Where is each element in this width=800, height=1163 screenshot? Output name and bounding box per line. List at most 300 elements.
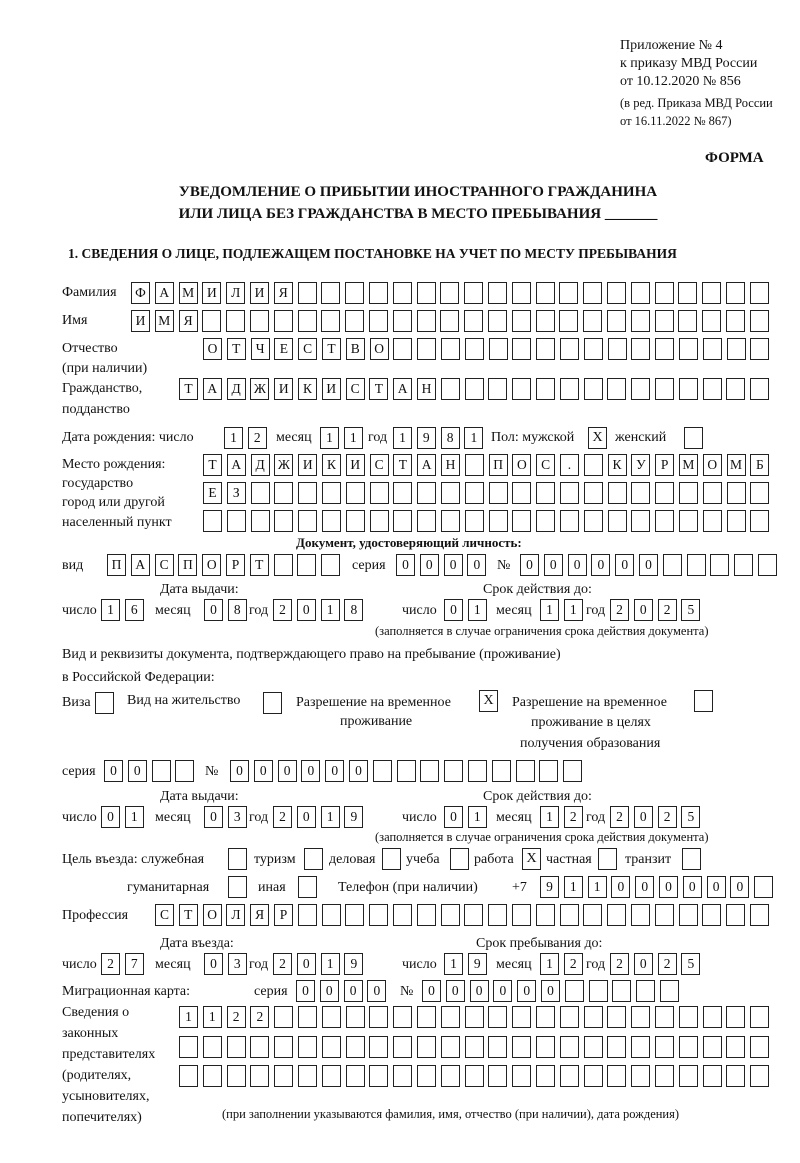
char-box[interactable]: 9 xyxy=(344,953,363,975)
char-box[interactable] xyxy=(227,1065,246,1087)
char-box[interactable] xyxy=(726,310,745,332)
char-box[interactable] xyxy=(703,1006,722,1028)
char-box[interactable]: 9 xyxy=(540,876,559,898)
purpose-service-checkbox[interactable] xyxy=(228,848,247,870)
char-box[interactable]: К xyxy=(608,454,627,476)
char-box[interactable] xyxy=(441,1036,460,1058)
char-box[interactable] xyxy=(393,510,412,532)
char-box[interactable] xyxy=(465,1006,484,1028)
char-box[interactable]: К xyxy=(298,378,317,400)
id-issue-month[interactable] xyxy=(204,599,252,621)
char-box[interactable] xyxy=(536,1006,555,1028)
char-box[interactable]: 1 xyxy=(179,1006,198,1028)
stay-valid-day[interactable] xyxy=(444,806,492,828)
char-box[interactable]: Т xyxy=(393,454,412,476)
char-box[interactable] xyxy=(488,310,507,332)
char-box[interactable] xyxy=(565,980,584,1002)
purpose-other-checkbox[interactable] xyxy=(298,876,317,898)
char-box[interactable] xyxy=(251,510,270,532)
char-box[interactable]: Д xyxy=(227,378,246,400)
char-box[interactable] xyxy=(346,1006,365,1028)
birth-place-field-3[interactable] xyxy=(203,510,774,532)
char-box[interactable]: 1 xyxy=(564,599,583,621)
purpose-work-checkbox[interactable]: X xyxy=(522,848,541,870)
birth-day-field[interactable] xyxy=(224,427,272,449)
char-box[interactable]: Я xyxy=(250,904,269,926)
char-box[interactable] xyxy=(734,554,753,576)
char-box[interactable]: 0 xyxy=(301,760,320,782)
char-box[interactable] xyxy=(536,1036,555,1058)
char-box[interactable] xyxy=(321,282,340,304)
char-box[interactable]: Т xyxy=(179,378,198,400)
rep-field-3[interactable] xyxy=(179,1065,774,1087)
char-box[interactable] xyxy=(512,310,531,332)
char-box[interactable] xyxy=(560,1036,579,1058)
char-box[interactable]: 0 xyxy=(467,554,486,576)
char-box[interactable]: Р xyxy=(274,904,293,926)
char-box[interactable] xyxy=(512,282,531,304)
char-box[interactable]: И xyxy=(322,378,341,400)
char-box[interactable] xyxy=(750,1006,769,1028)
char-box[interactable] xyxy=(488,378,507,400)
char-box[interactable]: 2 xyxy=(273,953,292,975)
char-box[interactable] xyxy=(492,760,511,782)
char-box[interactable]: 0 xyxy=(444,806,463,828)
char-box[interactable]: 0 xyxy=(615,554,634,576)
char-box[interactable] xyxy=(465,510,484,532)
char-box[interactable]: А xyxy=(131,554,150,576)
char-box[interactable]: Ж xyxy=(250,378,269,400)
char-box[interactable] xyxy=(631,1036,650,1058)
char-box[interactable] xyxy=(464,282,483,304)
char-box[interactable] xyxy=(607,904,626,926)
char-box[interactable] xyxy=(298,310,317,332)
char-box[interactable] xyxy=(750,904,769,926)
char-box[interactable] xyxy=(727,338,746,360)
visa-checkbox[interactable] xyxy=(95,692,114,714)
char-box[interactable] xyxy=(417,1036,436,1058)
char-box[interactable]: 5 xyxy=(681,806,700,828)
char-box[interactable] xyxy=(346,510,365,532)
rep-field-2[interactable] xyxy=(179,1036,774,1058)
char-box[interactable] xyxy=(584,1006,603,1028)
char-box[interactable] xyxy=(660,980,679,1002)
char-box[interactable] xyxy=(750,482,769,504)
char-box[interactable]: У xyxy=(631,454,650,476)
char-box[interactable]: 0 xyxy=(296,980,315,1002)
char-box[interactable] xyxy=(369,1065,388,1087)
char-box[interactable]: 0 xyxy=(349,760,368,782)
char-box[interactable]: К xyxy=(322,454,341,476)
char-box[interactable] xyxy=(559,282,578,304)
char-box[interactable]: 0 xyxy=(639,554,658,576)
char-box[interactable] xyxy=(631,510,650,532)
char-box[interactable] xyxy=(655,1006,674,1028)
char-box[interactable] xyxy=(488,1006,507,1028)
char-box[interactable] xyxy=(250,1065,269,1087)
char-box[interactable] xyxy=(560,510,579,532)
char-box[interactable]: 0 xyxy=(517,980,536,1002)
char-box[interactable] xyxy=(298,482,317,504)
char-box[interactable] xyxy=(655,282,674,304)
char-box[interactable] xyxy=(369,904,388,926)
char-box[interactable] xyxy=(679,510,698,532)
char-box[interactable] xyxy=(298,1036,317,1058)
char-box[interactable]: 0 xyxy=(297,599,316,621)
char-box[interactable]: 2 xyxy=(250,1006,269,1028)
char-box[interactable] xyxy=(631,338,650,360)
citizenship-field[interactable] xyxy=(179,378,774,400)
char-box[interactable] xyxy=(536,378,555,400)
char-box[interactable]: 0 xyxy=(634,953,653,975)
char-box[interactable] xyxy=(750,1036,769,1058)
char-box[interactable]: 1 xyxy=(588,876,607,898)
char-box[interactable]: 0 xyxy=(297,953,316,975)
char-box[interactable]: 0 xyxy=(325,760,344,782)
char-box[interactable]: 0 xyxy=(278,760,297,782)
char-box[interactable]: 0 xyxy=(493,980,512,1002)
char-box[interactable]: 0 xyxy=(444,554,463,576)
char-box[interactable] xyxy=(583,310,602,332)
birth-place-field-2[interactable] xyxy=(203,482,774,504)
char-box[interactable] xyxy=(758,554,777,576)
char-box[interactable]: 0 xyxy=(254,760,273,782)
char-box[interactable]: 8 xyxy=(441,427,460,449)
char-box[interactable]: 0 xyxy=(568,554,587,576)
char-box[interactable] xyxy=(203,1036,222,1058)
char-box[interactable]: 0 xyxy=(128,760,147,782)
char-box[interactable] xyxy=(655,1036,674,1058)
char-box[interactable]: Е xyxy=(274,338,293,360)
char-box[interactable] xyxy=(179,1065,198,1087)
char-box[interactable]: 3 xyxy=(228,806,247,828)
char-box[interactable] xyxy=(417,904,436,926)
char-box[interactable] xyxy=(563,760,582,782)
char-box[interactable] xyxy=(373,760,392,782)
char-box[interactable] xyxy=(607,310,626,332)
char-box[interactable] xyxy=(584,510,603,532)
purpose-humanitarian-checkbox[interactable] xyxy=(228,876,247,898)
char-box[interactable]: 9 xyxy=(344,806,363,828)
char-box[interactable]: 2 xyxy=(101,953,120,975)
purpose-study-checkbox[interactable] xyxy=(450,848,469,870)
char-box[interactable]: 0 xyxy=(101,806,120,828)
char-box[interactable] xyxy=(655,904,674,926)
char-box[interactable] xyxy=(274,510,293,532)
birth-place-field-1[interactable] xyxy=(203,454,774,476)
mc-series-field[interactable] xyxy=(296,980,391,1002)
char-box[interactable] xyxy=(346,482,365,504)
char-box[interactable]: С xyxy=(155,904,174,926)
char-box[interactable] xyxy=(560,1065,579,1087)
char-box[interactable] xyxy=(370,510,389,532)
char-box[interactable] xyxy=(489,338,508,360)
char-box[interactable]: С xyxy=(536,454,555,476)
char-box[interactable] xyxy=(464,310,483,332)
char-box[interactable]: 1 xyxy=(468,806,487,828)
char-box[interactable] xyxy=(583,904,602,926)
purpose-transit-checkbox[interactable] xyxy=(682,848,701,870)
char-box[interactable]: Д xyxy=(251,454,270,476)
char-box[interactable]: 0 xyxy=(422,980,441,1002)
stay-valid-year[interactable] xyxy=(610,806,705,828)
char-box[interactable]: 0 xyxy=(544,554,563,576)
char-box[interactable] xyxy=(152,760,171,782)
char-box[interactable] xyxy=(710,554,729,576)
char-box[interactable] xyxy=(274,1036,293,1058)
char-box[interactable] xyxy=(251,482,270,504)
char-box[interactable] xyxy=(440,310,459,332)
char-box[interactable]: 8 xyxy=(228,599,247,621)
char-box[interactable] xyxy=(583,282,602,304)
char-box[interactable]: Т xyxy=(322,338,341,360)
char-box[interactable] xyxy=(369,1006,388,1028)
char-box[interactable]: 0 xyxy=(320,980,339,1002)
char-box[interactable] xyxy=(441,378,460,400)
sex-female-checkbox[interactable] xyxy=(684,427,703,449)
char-box[interactable] xyxy=(702,282,721,304)
char-box[interactable] xyxy=(393,482,412,504)
char-box[interactable]: 0 xyxy=(635,876,654,898)
char-box[interactable] xyxy=(175,760,194,782)
char-box[interactable] xyxy=(512,1006,531,1028)
char-box[interactable] xyxy=(488,282,507,304)
purpose-business-checkbox[interactable] xyxy=(382,848,401,870)
char-box[interactable] xyxy=(726,1036,745,1058)
char-box[interactable] xyxy=(703,482,722,504)
char-box[interactable] xyxy=(345,282,364,304)
char-box[interactable]: 1 xyxy=(540,953,559,975)
char-box[interactable]: 7 xyxy=(125,953,144,975)
char-box[interactable] xyxy=(468,760,487,782)
char-box[interactable] xyxy=(612,980,631,1002)
char-box[interactable] xyxy=(420,760,439,782)
char-box[interactable]: И xyxy=(274,378,293,400)
char-box[interactable]: Н xyxy=(417,378,436,400)
char-box[interactable] xyxy=(227,1036,246,1058)
char-box[interactable]: С xyxy=(155,554,174,576)
char-box[interactable] xyxy=(678,282,697,304)
char-box[interactable] xyxy=(679,1006,698,1028)
char-box[interactable] xyxy=(417,338,436,360)
char-box[interactable]: 1 xyxy=(320,427,339,449)
char-box[interactable]: В xyxy=(346,338,365,360)
char-box[interactable]: 1 xyxy=(540,599,559,621)
char-box[interactable] xyxy=(298,1065,317,1087)
char-box[interactable] xyxy=(393,1006,412,1028)
char-box[interactable] xyxy=(346,1036,365,1058)
char-box[interactable] xyxy=(679,1065,698,1087)
char-box[interactable]: О xyxy=(203,904,222,926)
char-box[interactable]: И xyxy=(131,310,150,332)
char-box[interactable] xyxy=(655,338,674,360)
char-box[interactable]: Н xyxy=(441,454,460,476)
char-box[interactable] xyxy=(536,310,555,332)
char-box[interactable]: . xyxy=(560,454,579,476)
char-box[interactable]: Т xyxy=(179,904,198,926)
char-box[interactable]: И xyxy=(298,454,317,476)
char-box[interactable]: 9 xyxy=(417,427,436,449)
char-box[interactable] xyxy=(393,282,412,304)
surname-field[interactable] xyxy=(131,282,774,304)
stay-series-field[interactable] xyxy=(104,760,199,782)
birth-month-field[interactable] xyxy=(320,427,368,449)
char-box[interactable] xyxy=(274,1006,293,1028)
char-box[interactable] xyxy=(489,482,508,504)
char-box[interactable] xyxy=(440,282,459,304)
char-box[interactable] xyxy=(663,554,682,576)
char-box[interactable] xyxy=(655,1065,674,1087)
profession-field[interactable] xyxy=(155,904,774,926)
char-box[interactable]: Т xyxy=(250,554,269,576)
char-box[interactable] xyxy=(393,1065,412,1087)
char-box[interactable]: О xyxy=(703,454,722,476)
char-box[interactable]: 0 xyxy=(444,599,463,621)
char-box[interactable] xyxy=(536,904,555,926)
char-box[interactable] xyxy=(655,378,674,400)
char-box[interactable]: 1 xyxy=(468,599,487,621)
char-box[interactable]: С xyxy=(370,454,389,476)
until-day[interactable] xyxy=(444,953,492,975)
char-box[interactable] xyxy=(441,510,460,532)
char-box[interactable]: 6 xyxy=(125,599,144,621)
char-box[interactable] xyxy=(465,378,484,400)
char-box[interactable]: О xyxy=(202,554,221,576)
char-box[interactable] xyxy=(584,1036,603,1058)
id-issue-year[interactable] xyxy=(273,599,368,621)
char-box[interactable] xyxy=(726,378,745,400)
char-box[interactable] xyxy=(369,310,388,332)
char-box[interactable] xyxy=(584,454,603,476)
char-box[interactable] xyxy=(322,1006,341,1028)
char-box[interactable] xyxy=(441,482,460,504)
char-box[interactable] xyxy=(536,482,555,504)
char-box[interactable]: 0 xyxy=(634,806,653,828)
char-box[interactable] xyxy=(298,1006,317,1028)
id-series-field[interactable] xyxy=(396,554,491,576)
char-box[interactable]: Ж xyxy=(274,454,293,476)
char-box[interactable] xyxy=(703,338,722,360)
char-box[interactable]: 5 xyxy=(681,953,700,975)
char-box[interactable] xyxy=(631,310,650,332)
char-box[interactable]: 0 xyxy=(297,806,316,828)
char-box[interactable]: З xyxy=(227,482,246,504)
char-box[interactable] xyxy=(559,310,578,332)
char-box[interactable] xyxy=(298,904,317,926)
char-box[interactable] xyxy=(393,310,412,332)
char-box[interactable]: 2 xyxy=(658,806,677,828)
char-box[interactable]: А xyxy=(203,378,222,400)
char-box[interactable] xyxy=(369,282,388,304)
char-box[interactable] xyxy=(631,378,650,400)
until-month[interactable] xyxy=(540,953,588,975)
char-box[interactable] xyxy=(560,338,579,360)
char-box[interactable]: 1 xyxy=(564,876,583,898)
char-box[interactable] xyxy=(250,1036,269,1058)
char-box[interactable]: 2 xyxy=(564,953,583,975)
char-box[interactable] xyxy=(512,904,531,926)
char-box[interactable] xyxy=(607,1065,626,1087)
stay-issue-year[interactable] xyxy=(273,806,368,828)
char-box[interactable] xyxy=(298,282,317,304)
id-valid-month[interactable] xyxy=(540,599,588,621)
char-box[interactable] xyxy=(589,980,608,1002)
char-box[interactable]: И xyxy=(346,454,365,476)
char-box[interactable] xyxy=(512,378,531,400)
char-box[interactable] xyxy=(679,378,698,400)
char-box[interactable] xyxy=(655,310,674,332)
char-box[interactable] xyxy=(636,980,655,1002)
char-box[interactable] xyxy=(750,378,769,400)
char-box[interactable]: 1 xyxy=(203,1006,222,1028)
char-box[interactable] xyxy=(726,282,745,304)
char-box[interactable] xyxy=(703,1065,722,1087)
trpe-checkbox[interactable] xyxy=(694,690,713,712)
char-box[interactable] xyxy=(488,1036,507,1058)
char-box[interactable]: М xyxy=(179,282,198,304)
char-box[interactable]: Т xyxy=(203,454,222,476)
char-box[interactable]: Я xyxy=(179,310,198,332)
char-box[interactable] xyxy=(702,310,721,332)
char-box[interactable] xyxy=(321,310,340,332)
char-box[interactable]: 2 xyxy=(610,806,629,828)
char-box[interactable] xyxy=(441,1065,460,1087)
char-box[interactable]: С xyxy=(298,338,317,360)
char-box[interactable] xyxy=(393,338,412,360)
char-box[interactable] xyxy=(678,310,697,332)
char-box[interactable] xyxy=(750,510,769,532)
char-box[interactable] xyxy=(345,904,364,926)
char-box[interactable] xyxy=(607,378,626,400)
char-box[interactable] xyxy=(703,1036,722,1058)
char-box[interactable]: М xyxy=(155,310,174,332)
char-box[interactable] xyxy=(607,1006,626,1028)
char-box[interactable] xyxy=(465,454,484,476)
char-box[interactable] xyxy=(512,510,531,532)
char-box[interactable]: Л xyxy=(226,282,245,304)
char-box[interactable] xyxy=(584,482,603,504)
char-box[interactable]: 2 xyxy=(658,953,677,975)
char-box[interactable]: 8 xyxy=(344,599,363,621)
char-box[interactable] xyxy=(727,482,746,504)
char-box[interactable] xyxy=(516,760,535,782)
char-box[interactable]: 2 xyxy=(248,427,267,449)
char-box[interactable] xyxy=(631,482,650,504)
char-box[interactable]: 2 xyxy=(273,599,292,621)
purpose-private-checkbox[interactable] xyxy=(598,848,617,870)
char-box[interactable]: 0 xyxy=(683,876,702,898)
char-box[interactable] xyxy=(726,904,745,926)
char-box[interactable]: А xyxy=(155,282,174,304)
char-box[interactable] xyxy=(608,482,627,504)
name-field[interactable] xyxy=(131,310,774,332)
rep-field-1[interactable] xyxy=(179,1006,774,1028)
char-box[interactable] xyxy=(369,1036,388,1058)
char-box[interactable] xyxy=(322,482,341,504)
char-box[interactable]: 0 xyxy=(520,554,539,576)
char-box[interactable]: А xyxy=(417,454,436,476)
char-box[interactable] xyxy=(512,338,531,360)
char-box[interactable]: 2 xyxy=(658,599,677,621)
char-box[interactable]: 0 xyxy=(446,980,465,1002)
char-box[interactable] xyxy=(539,760,558,782)
id-kind-field[interactable] xyxy=(107,554,345,576)
char-box[interactable]: П xyxy=(107,554,126,576)
char-box[interactable]: 0 xyxy=(396,554,415,576)
char-box[interactable] xyxy=(489,510,508,532)
char-box[interactable]: 0 xyxy=(730,876,749,898)
char-box[interactable] xyxy=(274,310,293,332)
